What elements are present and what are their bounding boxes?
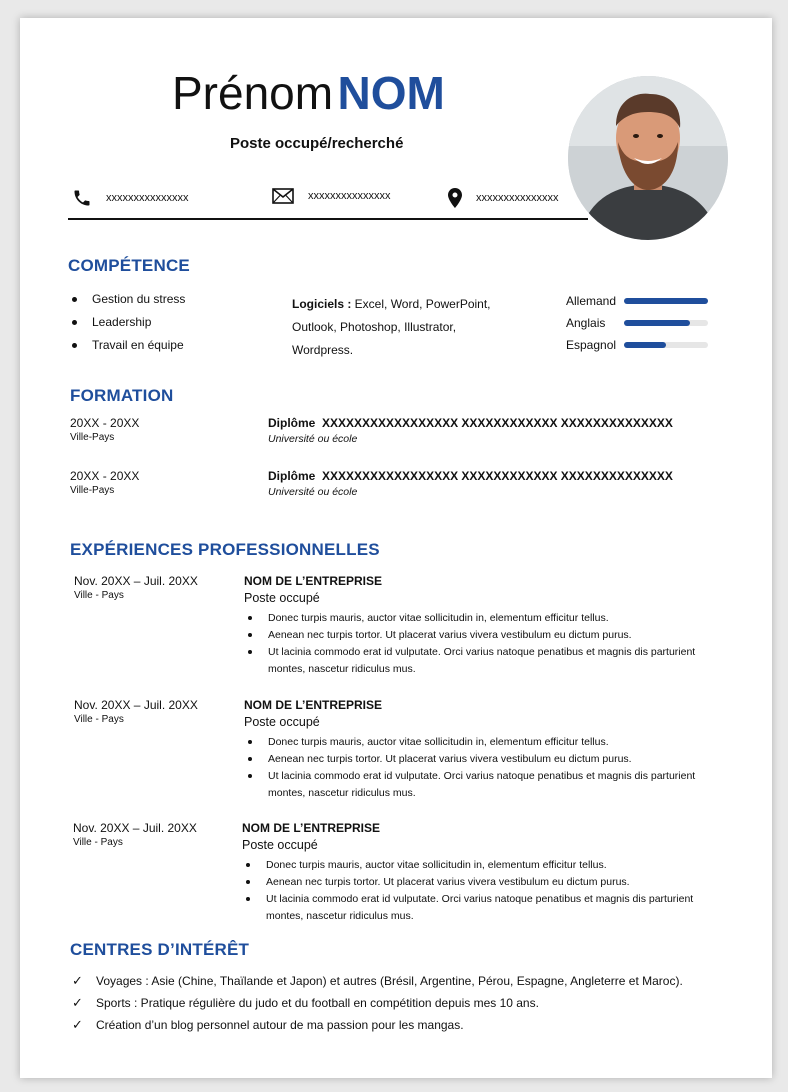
header-divider: [68, 218, 588, 220]
first-name: Prénom: [172, 67, 334, 119]
list-item: Donec turpis mauris, auctor vitae sollicitudin in, elementum efficitur tellus.: [244, 610, 714, 627]
interest-text: Sports : Pratique régulière du judo et du football en compétition depuis mes 10 ans.: [96, 996, 539, 1010]
language-row: [566, 312, 708, 334]
resume-page: [20, 18, 772, 1078]
list-item: Travail en équipe: [68, 334, 185, 357]
experience-place: Ville - Pays: [74, 590, 124, 601]
degree-value: XXXXXXXXXXXXXXXXX XXXXXXXXXXXX XXXXXXXXXXXXXX: [322, 469, 673, 483]
list-item: Aenean nec turpis tortor. Ut placerat varius vivera vestibulum eu dictum purus.: [242, 874, 714, 891]
experience-date: Nov. 20XX – Juil. 20XX: [73, 821, 197, 835]
profile-photo: [568, 76, 728, 240]
skills-list: [68, 288, 185, 357]
mail-icon: [272, 188, 294, 204]
experience-meta: [74, 698, 198, 725]
job-title: Poste occupé/recherché: [230, 135, 404, 152]
list-item: Ut lacinia commodo erat id vulputate. Orci varius natoque penatibus et magnis dis parturient montes, nascetur ridiculus mus.: [244, 644, 714, 678]
check-icon: ✓: [72, 995, 83, 1010]
experience-date: Nov. 20XX – Juil. 20XX: [74, 698, 198, 712]
list-item: [70, 1014, 760, 1036]
contact-address: [448, 188, 559, 208]
language-row: [566, 334, 708, 356]
language-level-fill: [624, 320, 690, 326]
interest-text: Voyages : Asie (Chine, Thaïlande et Japon) et autres (Brésil, Argentine, Pérou, Espagne, Angleterre et Maroc).: [96, 974, 683, 988]
degree-label: Diplôme: [268, 416, 316, 430]
formation-item: [70, 416, 139, 443]
interests-list: [70, 970, 760, 1036]
degree-label: Diplôme: [268, 469, 316, 483]
software-block: [292, 293, 491, 362]
phone-icon: [72, 188, 92, 208]
portrait-image: [568, 76, 728, 240]
experience-role: Poste occupé: [244, 715, 320, 729]
software-label: Logiciels :: [292, 297, 352, 311]
experience-company: NOM DE L’ENTREPRISE: [244, 698, 383, 712]
section-title-experiences: EXPÉRIENCES PROFESSIONNELLES: [70, 540, 380, 559]
list-item: Aenean nec turpis tortor. Ut placerat varius vivera vestibulum eu dictum purus.: [244, 751, 714, 768]
language-name: Anglais: [566, 316, 606, 330]
interest-text: Création d’un blog personnel autour de ma passion pour les mangas.: [96, 1018, 464, 1032]
experience-role: Poste occupé: [242, 838, 318, 852]
formation-item: [70, 469, 139, 496]
formation-detail: [268, 416, 673, 445]
phone-value: xxxxxxxxxxxxxxx: [106, 192, 189, 204]
language-level-bar: [624, 320, 708, 326]
experience-company: NOM DE L’ENTREPRISE: [244, 574, 383, 588]
formation-school: Université ou école: [268, 486, 358, 498]
section-title-interests: CENTRES D’INTÉRÊT: [70, 940, 250, 959]
section-title-competence: COMPÉTENCE: [68, 256, 190, 275]
experience-place: Ville - Pays: [73, 837, 123, 848]
list-item: Gestion du stress: [68, 288, 185, 311]
experience-detail: [244, 574, 714, 678]
software-line-3: Wordpress.: [292, 343, 354, 357]
list-item: [70, 970, 760, 992]
list-item: Leadership: [68, 311, 185, 334]
language-name: Allemand: [566, 294, 617, 308]
section-title-formation: FORMATION: [70, 386, 174, 405]
list-item: Ut lacinia commodo erat id vulputate. Orci varius natoque penatibus et magnis dis parturient montes, nascetur ridiculus mus.: [242, 891, 714, 925]
experience-bullets: [244, 734, 714, 802]
formation-date: 20XX - 20XX: [70, 416, 140, 430]
contact-phone: [72, 188, 189, 208]
formation-place: Ville-Pays: [70, 485, 115, 496]
formation-degree: [268, 416, 673, 430]
check-icon: ✓: [72, 1017, 83, 1032]
formation-detail: [268, 469, 673, 498]
address-value: xxxxxxxxxxxxxxx: [476, 192, 559, 204]
list-item: Donec turpis mauris, auctor vitae sollicitudin in, elementum efficitur tellus.: [244, 734, 714, 751]
degree-value: XXXXXXXXXXXXXXXXX XXXXXXXXXXXX XXXXXXXXXXXXXX: [322, 416, 673, 430]
language-row: [566, 290, 708, 312]
experience-role: Poste occupé: [244, 591, 320, 605]
software-line-1: Excel, Word, PowerPoint,: [351, 297, 491, 311]
full-name: [172, 67, 445, 119]
last-name: NOM: [337, 67, 445, 119]
check-icon: ✓: [72, 973, 83, 988]
experience-company: NOM DE L’ENTREPRISE: [242, 821, 381, 835]
location-pin-icon: [448, 188, 462, 208]
software-line-2: Outlook, Photoshop, Illustrator,: [292, 320, 457, 334]
experience-date: Nov. 20XX – Juil. 20XX: [74, 574, 198, 588]
formation-place: Ville-Pays: [70, 432, 115, 443]
language-level-bar: [624, 298, 708, 304]
formation-degree: [268, 469, 673, 483]
list-item: Ut lacinia commodo erat id vulputate. Orci varius natoque penatibus et magnis dis parturient montes, nascetur ridiculus mus.: [244, 768, 714, 802]
email-value: xxxxxxxxxxxxxxx: [308, 190, 391, 202]
experience-detail: [242, 821, 714, 925]
language-level-fill: [624, 342, 666, 348]
formation-date: 20XX - 20XX: [70, 469, 140, 483]
experience-bullets: [244, 610, 714, 678]
list-item: Aenean nec turpis tortor. Ut placerat varius vivera vestibulum eu dictum purus.: [244, 627, 714, 644]
experience-bullets: [242, 857, 714, 925]
languages-block: [566, 290, 708, 356]
list-item: [70, 992, 760, 1014]
experience-meta: [73, 821, 197, 848]
formation-school: Université ou école: [268, 433, 358, 445]
language-name: Espagnol: [566, 338, 617, 352]
language-level-fill: [624, 298, 708, 304]
contact-email: [272, 188, 391, 204]
experience-meta: [74, 574, 198, 601]
list-item: Donec turpis mauris, auctor vitae sollicitudin in, elementum efficitur tellus.: [242, 857, 714, 874]
experience-detail: [244, 698, 714, 802]
experience-place: Ville - Pays: [74, 714, 124, 725]
language-level-bar: [624, 342, 708, 348]
